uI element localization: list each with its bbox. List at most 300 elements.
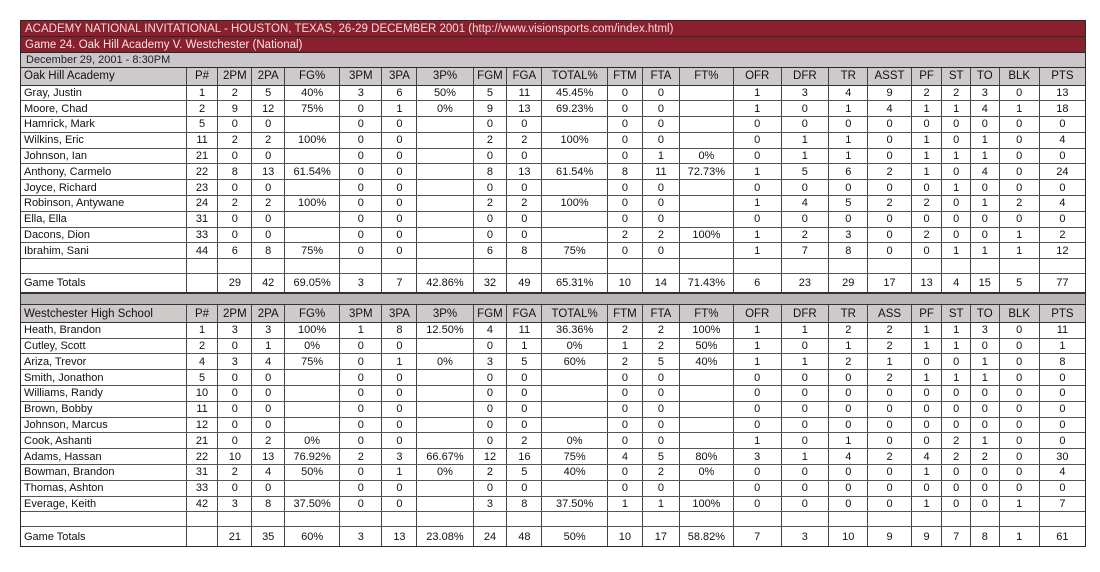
stat-cell: 0 bbox=[971, 180, 1000, 196]
stat-cell bbox=[607, 512, 642, 527]
stat-cell: 0 bbox=[382, 243, 417, 259]
stat-cell: 1 bbox=[911, 148, 942, 164]
stat-cell: 100% bbox=[542, 196, 608, 212]
game-date: December 29, 2001 - 8:30PM bbox=[21, 53, 1085, 68]
stat-cell: 12 bbox=[252, 101, 285, 117]
stat-cell: 0 bbox=[868, 117, 911, 133]
stat-cell: 1 bbox=[382, 464, 417, 480]
stat-cell: 1 bbox=[971, 433, 1000, 449]
stat-cell bbox=[417, 417, 473, 433]
stat-cell bbox=[733, 512, 781, 527]
stat-cell: 10 bbox=[607, 274, 642, 293]
player-row bbox=[21, 132, 1085, 148]
stat-cell: 0 bbox=[1039, 370, 1085, 386]
stat-cell bbox=[868, 512, 911, 527]
stat-cell bbox=[642, 259, 679, 274]
stat-cell bbox=[473, 512, 507, 527]
stat-cell: 29 bbox=[218, 274, 252, 293]
stat-cell: 1 bbox=[642, 496, 679, 512]
stat-cell bbox=[285, 148, 340, 164]
stat-cell: 7 bbox=[942, 527, 971, 546]
stat-cell: 42.86% bbox=[417, 274, 473, 293]
stat-cell: 0 bbox=[607, 211, 642, 227]
stat-cell: 0 bbox=[340, 464, 382, 480]
stat-cell: 0 bbox=[340, 354, 382, 370]
stat-cell: 2 bbox=[942, 85, 971, 101]
stat-cell: 0 bbox=[642, 132, 679, 148]
player-name: Williams, Randy bbox=[21, 385, 186, 401]
column-header: FGA bbox=[507, 68, 542, 85]
stat-cell: 0 bbox=[340, 196, 382, 212]
stat-cell: 0 bbox=[340, 227, 382, 243]
stat-cell: 0 bbox=[382, 385, 417, 401]
stat-cell: 3 bbox=[218, 354, 252, 370]
stat-cell: 0 bbox=[971, 464, 1000, 480]
stat-cell: 0 bbox=[999, 401, 1039, 417]
stat-cell: 0 bbox=[340, 148, 382, 164]
stat-cell: 0 bbox=[382, 496, 417, 512]
stat-cell: 0 bbox=[971, 338, 1000, 354]
stat-cell: 0 bbox=[473, 385, 507, 401]
column-header: PTS bbox=[1039, 68, 1085, 85]
stat-cell: 1 bbox=[733, 354, 781, 370]
player-name: Joyce, Richard bbox=[21, 180, 186, 196]
stat-cell: 14 bbox=[642, 274, 679, 293]
stat-cell: 1 bbox=[942, 148, 971, 164]
stat-cell: 61 bbox=[1056, 530, 1069, 543]
player-row bbox=[21, 338, 1085, 354]
stat-cell bbox=[285, 401, 340, 417]
stat-cell: 2 bbox=[642, 322, 679, 338]
stat-cell: 0 bbox=[781, 370, 829, 386]
stat-cell: 0 bbox=[868, 227, 911, 243]
stat-cell: 80% bbox=[679, 449, 733, 465]
stat-cell: 0 bbox=[607, 433, 642, 449]
stat-cell: 0 bbox=[340, 401, 382, 417]
stat-cell: 2 bbox=[868, 322, 911, 338]
stat-cell: 5 bbox=[642, 354, 679, 370]
stat-cell: 0 bbox=[642, 370, 679, 386]
stat-cell bbox=[679, 101, 733, 117]
stat-cell: 24 bbox=[473, 527, 507, 546]
stat-cell bbox=[679, 259, 733, 274]
stat-cell: 4 bbox=[829, 449, 868, 465]
stat-cell: 1 bbox=[733, 164, 781, 180]
stat-cell: 21 bbox=[186, 148, 218, 164]
stat-cell: 49 bbox=[507, 274, 542, 293]
stat-cell: 0 bbox=[642, 243, 679, 259]
stat-cell: 0 bbox=[829, 417, 868, 433]
player-name: Bowman, Brandon bbox=[21, 464, 186, 480]
stat-cell bbox=[285, 512, 340, 527]
stat-cell: 6 bbox=[382, 85, 417, 101]
player-name: Brown, Bobby bbox=[21, 401, 186, 417]
stat-cell: 31 bbox=[186, 211, 218, 227]
player-name: Hamrick, Mark bbox=[21, 117, 186, 133]
stat-cell: 0% bbox=[285, 433, 340, 449]
stat-cell: 1 bbox=[607, 496, 642, 512]
stat-cell: 8 bbox=[971, 527, 1000, 546]
stat-cell bbox=[285, 417, 340, 433]
stat-cell: 2 bbox=[473, 132, 507, 148]
stat-cell: 0% bbox=[417, 464, 473, 480]
stat-cell: 0 bbox=[942, 211, 971, 227]
stat-cell: 0 bbox=[942, 227, 971, 243]
stat-cell: 5 bbox=[186, 370, 218, 386]
stat-cell: 9 bbox=[868, 85, 911, 101]
column-header: 2PA bbox=[252, 68, 285, 85]
stat-cell bbox=[186, 274, 218, 293]
stat-cell bbox=[911, 512, 942, 527]
stat-cell: 58.82% bbox=[679, 527, 733, 546]
column-header: 3PM bbox=[340, 68, 382, 85]
player-row bbox=[21, 117, 1085, 133]
stat-cell: 3 bbox=[781, 85, 829, 101]
column-header: TO bbox=[971, 305, 1000, 322]
stat-cell: 6 bbox=[473, 243, 507, 259]
stat-cell bbox=[252, 259, 285, 274]
stat-cell: 0 bbox=[507, 401, 542, 417]
stat-cell: 0 bbox=[733, 180, 781, 196]
stat-cell: 0 bbox=[971, 401, 1000, 417]
player-name: Johnson, Marcus bbox=[21, 417, 186, 433]
stat-cell: 0 bbox=[911, 385, 942, 401]
stat-cell: 2 bbox=[971, 449, 1000, 465]
stat-cell: 0 bbox=[781, 385, 829, 401]
stat-cell: 4 bbox=[829, 85, 868, 101]
stat-cell: 8 bbox=[507, 243, 542, 259]
stat-cell bbox=[417, 385, 473, 401]
stat-cell: 0 bbox=[829, 180, 868, 196]
stat-cell: 0 bbox=[942, 385, 971, 401]
stat-cell bbox=[542, 417, 608, 433]
stat-cell: 0 bbox=[733, 132, 781, 148]
header-row bbox=[21, 68, 1085, 85]
stat-cell: 2 bbox=[942, 449, 971, 465]
stat-cell: 45.45% bbox=[542, 85, 608, 101]
team-1-rows bbox=[21, 68, 1085, 293]
player-row bbox=[21, 480, 1085, 496]
stat-cell bbox=[542, 211, 608, 227]
stat-cell: 61.54% bbox=[542, 164, 608, 180]
stat-cell: 0 bbox=[942, 354, 971, 370]
stat-cell bbox=[971, 512, 1000, 527]
stat-cell: 0 bbox=[340, 117, 382, 133]
stat-cell: 9 bbox=[911, 527, 942, 546]
stat-cell bbox=[781, 259, 829, 274]
stat-cell: 100% bbox=[679, 496, 733, 512]
stat-cell: 0 bbox=[911, 433, 942, 449]
stat-cell: 1 bbox=[971, 370, 1000, 386]
stat-cell bbox=[679, 196, 733, 212]
player-row bbox=[21, 322, 1085, 338]
column-header: 3P% bbox=[417, 305, 473, 322]
game-totals-row bbox=[21, 274, 1085, 293]
stat-cell: 0 bbox=[1039, 117, 1085, 133]
stat-cell: 2 bbox=[868, 370, 911, 386]
stat-cell: 0 bbox=[252, 385, 285, 401]
stat-cell: 8 bbox=[252, 243, 285, 259]
stat-cell: 0 bbox=[340, 338, 382, 354]
stat-cell bbox=[417, 496, 473, 512]
stat-cell: 0 bbox=[340, 243, 382, 259]
column-header: ST bbox=[942, 305, 971, 322]
stat-cell bbox=[911, 259, 942, 274]
player-row bbox=[21, 496, 1085, 512]
column-header: TOTAL% bbox=[542, 68, 608, 85]
stat-cell: 0 bbox=[642, 401, 679, 417]
stat-cell: 0 bbox=[999, 433, 1039, 449]
stat-cell: 0 bbox=[252, 227, 285, 243]
stat-cell: 0 bbox=[382, 401, 417, 417]
column-header: BLK bbox=[999, 68, 1039, 85]
stat-cell: 2 bbox=[507, 433, 542, 449]
stat-cell: 0 bbox=[642, 101, 679, 117]
box-score-sheet bbox=[20, 20, 1086, 547]
column-header: 2PM bbox=[218, 68, 252, 85]
stat-cell: 0 bbox=[781, 480, 829, 496]
stat-cell: 0 bbox=[971, 117, 1000, 133]
stat-cell: 1 bbox=[942, 322, 971, 338]
column-header: 3PA bbox=[382, 305, 417, 322]
player-name: Dacons, Dion bbox=[21, 227, 186, 243]
stat-cell: 0 bbox=[382, 417, 417, 433]
stat-cell: 1 bbox=[829, 101, 868, 117]
stat-cell: 1 bbox=[781, 322, 829, 338]
stat-cell: 10 bbox=[607, 527, 642, 546]
stat-cell: 22 bbox=[186, 449, 218, 465]
stat-cell: 1 bbox=[942, 370, 971, 386]
stat-cell bbox=[679, 211, 733, 227]
stat-cell: 0 bbox=[733, 496, 781, 512]
stat-cell: 7 bbox=[382, 274, 417, 293]
player-row bbox=[21, 449, 1085, 465]
stat-cell: 0 bbox=[999, 385, 1039, 401]
stat-cell: 100% bbox=[679, 322, 733, 338]
stat-cell: 0 bbox=[999, 370, 1039, 386]
stat-cell: 0 bbox=[781, 338, 829, 354]
stat-cell: 0 bbox=[733, 148, 781, 164]
stat-cell: 50% bbox=[417, 85, 473, 101]
stat-cell: 12 bbox=[1039, 243, 1085, 259]
stat-cell bbox=[542, 180, 608, 196]
stat-cell: 1 bbox=[971, 196, 1000, 212]
stat-cell: 11 bbox=[186, 132, 218, 148]
stat-cell: 0 bbox=[340, 370, 382, 386]
stat-cell: 33 bbox=[186, 227, 218, 243]
stat-cell: 100% bbox=[285, 322, 340, 338]
stat-cell: 0 bbox=[340, 433, 382, 449]
stat-cell: 0 bbox=[340, 211, 382, 227]
stat-cell: 0 bbox=[868, 180, 911, 196]
stat-cell: 0 bbox=[382, 164, 417, 180]
stat-cell: 0 bbox=[607, 370, 642, 386]
stat-cell: 0 bbox=[911, 354, 942, 370]
stat-cell: 0 bbox=[382, 211, 417, 227]
stat-cell: 0 bbox=[607, 85, 642, 101]
stat-cell: 8 bbox=[829, 243, 868, 259]
stat-cell: 0 bbox=[642, 85, 679, 101]
stat-cell: 13 bbox=[911, 274, 942, 293]
stat-cell: 0 bbox=[999, 148, 1039, 164]
stat-cell: 7 bbox=[781, 243, 829, 259]
stat-cell: 8 bbox=[218, 164, 252, 180]
column-header: TR bbox=[829, 305, 868, 322]
stat-cell: 5 bbox=[829, 196, 868, 212]
stat-cell: 0 bbox=[868, 417, 911, 433]
stat-cell: 1 bbox=[911, 338, 942, 354]
column-header: 2PA bbox=[252, 305, 285, 322]
stat-cell bbox=[507, 512, 542, 527]
stat-cell: 0 bbox=[607, 180, 642, 196]
player-name: Thomas, Ashton bbox=[21, 480, 186, 496]
stat-cell: 1 bbox=[781, 354, 829, 370]
column-header: ASST bbox=[868, 68, 911, 85]
stat-cell: 3 bbox=[340, 274, 382, 293]
stat-cell: 0 bbox=[473, 480, 507, 496]
stat-cell bbox=[417, 132, 473, 148]
stat-cell: 2 bbox=[186, 338, 218, 354]
stat-cell bbox=[679, 417, 733, 433]
stat-cell: 2 bbox=[1039, 227, 1085, 243]
column-header: DFR bbox=[781, 305, 829, 322]
player-row bbox=[21, 433, 1085, 449]
stat-cell: 0 bbox=[642, 480, 679, 496]
stat-cell bbox=[542, 117, 608, 133]
stat-cell: 0 bbox=[382, 180, 417, 196]
stat-cell: 40% bbox=[679, 354, 733, 370]
stat-cell: 4 bbox=[473, 322, 507, 338]
player-name bbox=[21, 512, 186, 527]
stat-cell: 11 bbox=[186, 401, 218, 417]
stat-cell: 24 bbox=[1039, 164, 1085, 180]
player-name: Cook, Ashanti bbox=[21, 433, 186, 449]
stat-cell: 1 bbox=[829, 338, 868, 354]
stat-cell: 0 bbox=[829, 496, 868, 512]
stat-cell: 1 bbox=[999, 496, 1039, 512]
stat-cell: 11 bbox=[507, 85, 542, 101]
stat-cell: 0 bbox=[607, 417, 642, 433]
stat-cell: 4 bbox=[868, 101, 911, 117]
stat-cell: 0 bbox=[733, 211, 781, 227]
stat-cell: 4 bbox=[1039, 196, 1085, 212]
stat-cell: 0 bbox=[218, 480, 252, 496]
stat-cell: 1 bbox=[999, 243, 1039, 259]
player-name: Game Totals bbox=[21, 527, 186, 546]
stat-cell: 0 bbox=[218, 385, 252, 401]
stat-cell: 0 bbox=[942, 496, 971, 512]
stat-cell bbox=[417, 401, 473, 417]
stat-cell: 0 bbox=[340, 180, 382, 196]
stat-cell: 3 bbox=[252, 322, 285, 338]
stat-cell: 0 bbox=[911, 180, 942, 196]
stat-cell bbox=[679, 132, 733, 148]
stat-cell: 4 bbox=[252, 354, 285, 370]
stat-cell bbox=[542, 370, 608, 386]
stat-cell: 44 bbox=[186, 243, 218, 259]
stat-cell: 0 bbox=[942, 117, 971, 133]
stat-cell: 9 bbox=[473, 101, 507, 117]
stat-cell: 0 bbox=[507, 480, 542, 496]
stat-cell: 50% bbox=[679, 338, 733, 354]
column-header: PF bbox=[911, 68, 942, 85]
stat-cell: 5 bbox=[781, 164, 829, 180]
stat-cell: 0 bbox=[607, 243, 642, 259]
stat-cell: 0 bbox=[507, 370, 542, 386]
player-name: Anthony, Carmelo bbox=[21, 164, 186, 180]
team-divider bbox=[21, 293, 1085, 305]
stat-cell: 0 bbox=[829, 117, 868, 133]
stat-cell: 0 bbox=[218, 417, 252, 433]
stat-cell: 0 bbox=[473, 211, 507, 227]
stat-cell: 1 bbox=[186, 85, 218, 101]
stat-cell bbox=[507, 259, 542, 274]
stat-cell: 0 bbox=[868, 385, 911, 401]
stat-cell: 0 bbox=[911, 117, 942, 133]
team-2-stats-table bbox=[21, 305, 1085, 546]
stat-cell: 0 bbox=[911, 417, 942, 433]
stat-cell: 3 bbox=[340, 85, 382, 101]
stat-cell: 1 bbox=[942, 243, 971, 259]
tournament-title: ACADEMY NATIONAL INVITATIONAL - HOUSTON, TEXAS, 26-29 DECEMBER 2001 (http://www.visionsports.com/index.html) bbox=[21, 21, 1085, 37]
stat-cell bbox=[542, 480, 608, 496]
player-name: Johnson, Ian bbox=[21, 148, 186, 164]
stat-cell bbox=[542, 385, 608, 401]
stat-cell: 0 bbox=[911, 401, 942, 417]
stat-cell: 0% bbox=[417, 101, 473, 117]
stat-cell: 0 bbox=[733, 370, 781, 386]
stat-cell bbox=[285, 480, 340, 496]
stat-cell: 1 bbox=[829, 148, 868, 164]
stat-cell: 0 bbox=[382, 433, 417, 449]
player-row bbox=[21, 196, 1085, 212]
stat-cell: 40% bbox=[542, 464, 608, 480]
stat-cell: 0 bbox=[971, 227, 1000, 243]
stat-cell: 1 bbox=[733, 322, 781, 338]
stat-cell: 2 bbox=[252, 433, 285, 449]
stat-cell: 0 bbox=[999, 338, 1039, 354]
stat-cell: 0 bbox=[911, 480, 942, 496]
stat-cell: 69.05% bbox=[285, 274, 340, 293]
stat-cell: 36.36% bbox=[542, 322, 608, 338]
player-name: Heath, Brandon bbox=[21, 322, 186, 338]
stat-cell: 0 bbox=[868, 243, 911, 259]
stat-cell: 0% bbox=[417, 354, 473, 370]
column-header: DFR bbox=[781, 68, 829, 85]
stat-cell: 3 bbox=[971, 85, 1000, 101]
stat-cell bbox=[679, 180, 733, 196]
stat-cell: 0 bbox=[1039, 433, 1085, 449]
stat-cell: 0 bbox=[382, 148, 417, 164]
stat-cell bbox=[417, 433, 473, 449]
stat-cell: 0 bbox=[733, 401, 781, 417]
player-name: Gray, Justin bbox=[21, 85, 186, 101]
stat-cell: 0 bbox=[252, 480, 285, 496]
stat-cell: 6 bbox=[218, 243, 252, 259]
column-header: 2PM bbox=[218, 305, 252, 322]
stat-cell bbox=[542, 259, 608, 274]
player-row bbox=[21, 354, 1085, 370]
stat-cell: 0 bbox=[607, 401, 642, 417]
stat-cell: 0 bbox=[642, 180, 679, 196]
player-name: Game Totals bbox=[21, 274, 186, 293]
stat-cell: 0 bbox=[733, 117, 781, 133]
stat-cell: 1 bbox=[829, 433, 868, 449]
stat-cell: 3 bbox=[971, 322, 1000, 338]
stat-cell: 0 bbox=[218, 433, 252, 449]
stat-cell: 5 bbox=[642, 449, 679, 465]
column-header: FTM bbox=[607, 305, 642, 322]
